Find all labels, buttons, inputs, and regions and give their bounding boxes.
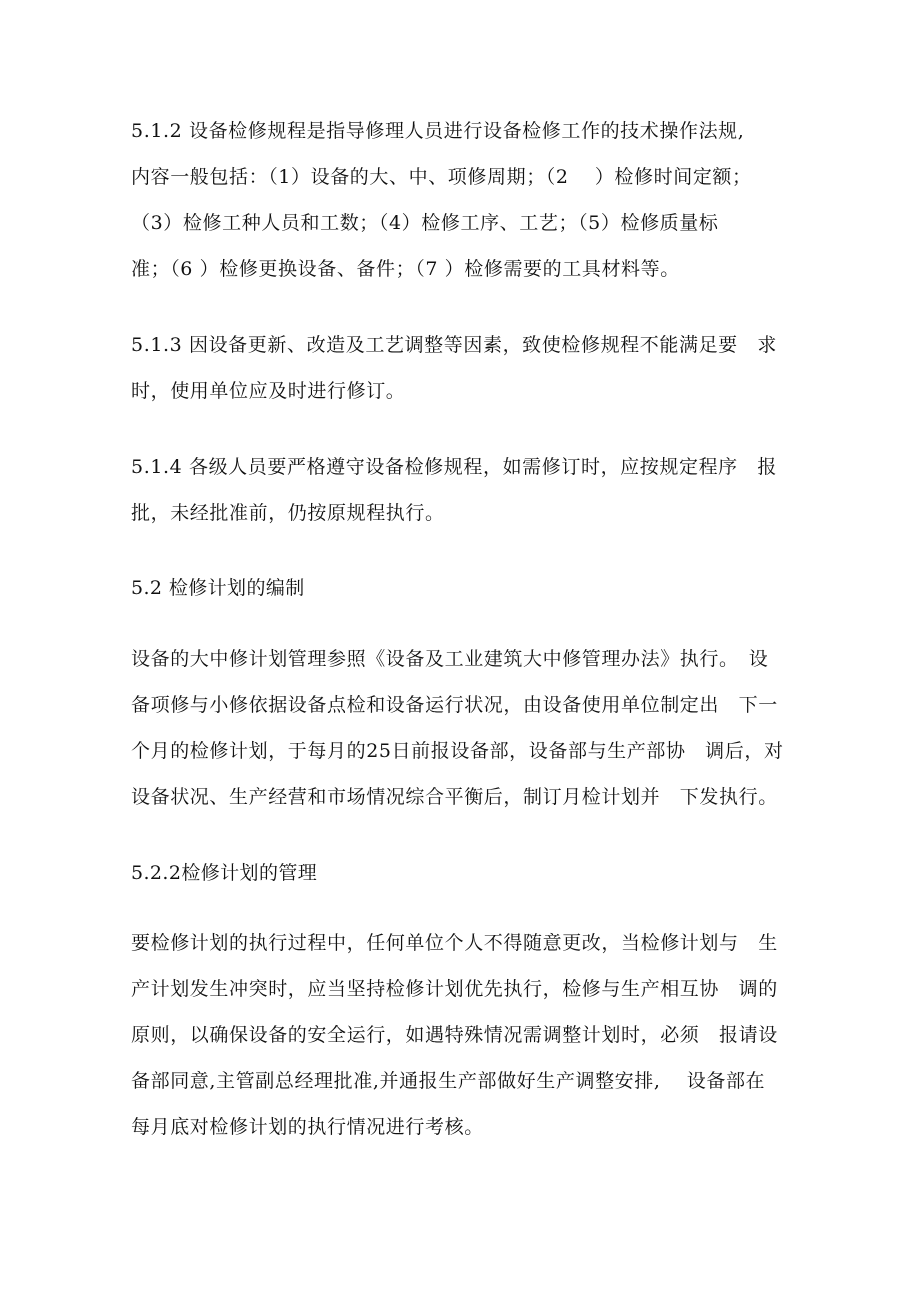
text-line: 时，使用单位应及时进行修订。 (131, 380, 406, 402)
text-line: 备部同意,主管副总经理批准,并通报生产部做好生产调整安排, 设备部在 (131, 1070, 766, 1092)
text-line: 产计划发生冲突时，应当坚持检修计划优先执行，检修与生产相互协 调的 (131, 978, 778, 1000)
paragraph-5-1-3 (131, 322, 801, 414)
text-line: 设备的大中修计划管理参照《设备及工业建筑大中修管理办法》执行。 设 (131, 648, 769, 670)
text-line: 内容一般包括：（1）设备的大、中、项修周期；（2 ）检修时间定额； (131, 166, 752, 188)
text-line: 准；（6 ）检修更换设备、备件；（7 ）检修需要的工具材料等。 (131, 258, 680, 280)
text-line: 原则，以确保设备的安全运行，如遇特殊情况需调整计划时，必须 报请设 (131, 1024, 778, 1046)
text-line: 每月底对检修计划的执行情况进行考核。 (131, 1116, 484, 1138)
text-line: 个月的检修计划，于每月的25日前报设备部，设备部与生产部协 调后，对 (131, 740, 784, 762)
paragraph-plan-execution (131, 920, 801, 1150)
text-line: 5.1.4 各级人员要严格遵守设备检修规程，如需修订时，应按规定程序 报 (131, 456, 777, 478)
heading-text: 5.2 检修计划的编制 (131, 577, 305, 599)
paragraph-5-1-2 (131, 108, 801, 292)
text-line: 5.1.3 因设备更新、改造及工艺调整等因素，致使检修规程不能满足要 求 (131, 334, 777, 356)
heading-text: 5.2.2检修计划的管理 (131, 862, 318, 884)
text-line: 备项修与小修依据设备点检和设备运行状况，由设备使用单位制定出 下一 (131, 694, 778, 716)
paragraph-5-1-4 (131, 444, 801, 536)
text-line: 设备状况、生产经营和市场情况综合平衡后，制订月检计划并 下发执行。 (131, 786, 778, 808)
text-line: 批，未经批准前，仍按原规程执行。 (131, 502, 445, 524)
section-heading-5-2-2 (131, 850, 801, 896)
text-line: 要检修计划的执行过程中，任何单位个人不得随意更改，当检修计划与 生 (131, 932, 778, 954)
text-line: （3）检修工种人员和工数；（4）检修工序、工艺；（5）检修质量标 (131, 212, 719, 234)
paragraph-plan-management (131, 636, 801, 820)
text-line: 5.1.2 设备检修规程是指导修理人员进行设备检修工作的技术操作法规, (131, 120, 745, 142)
section-heading-5-2 (131, 565, 801, 611)
